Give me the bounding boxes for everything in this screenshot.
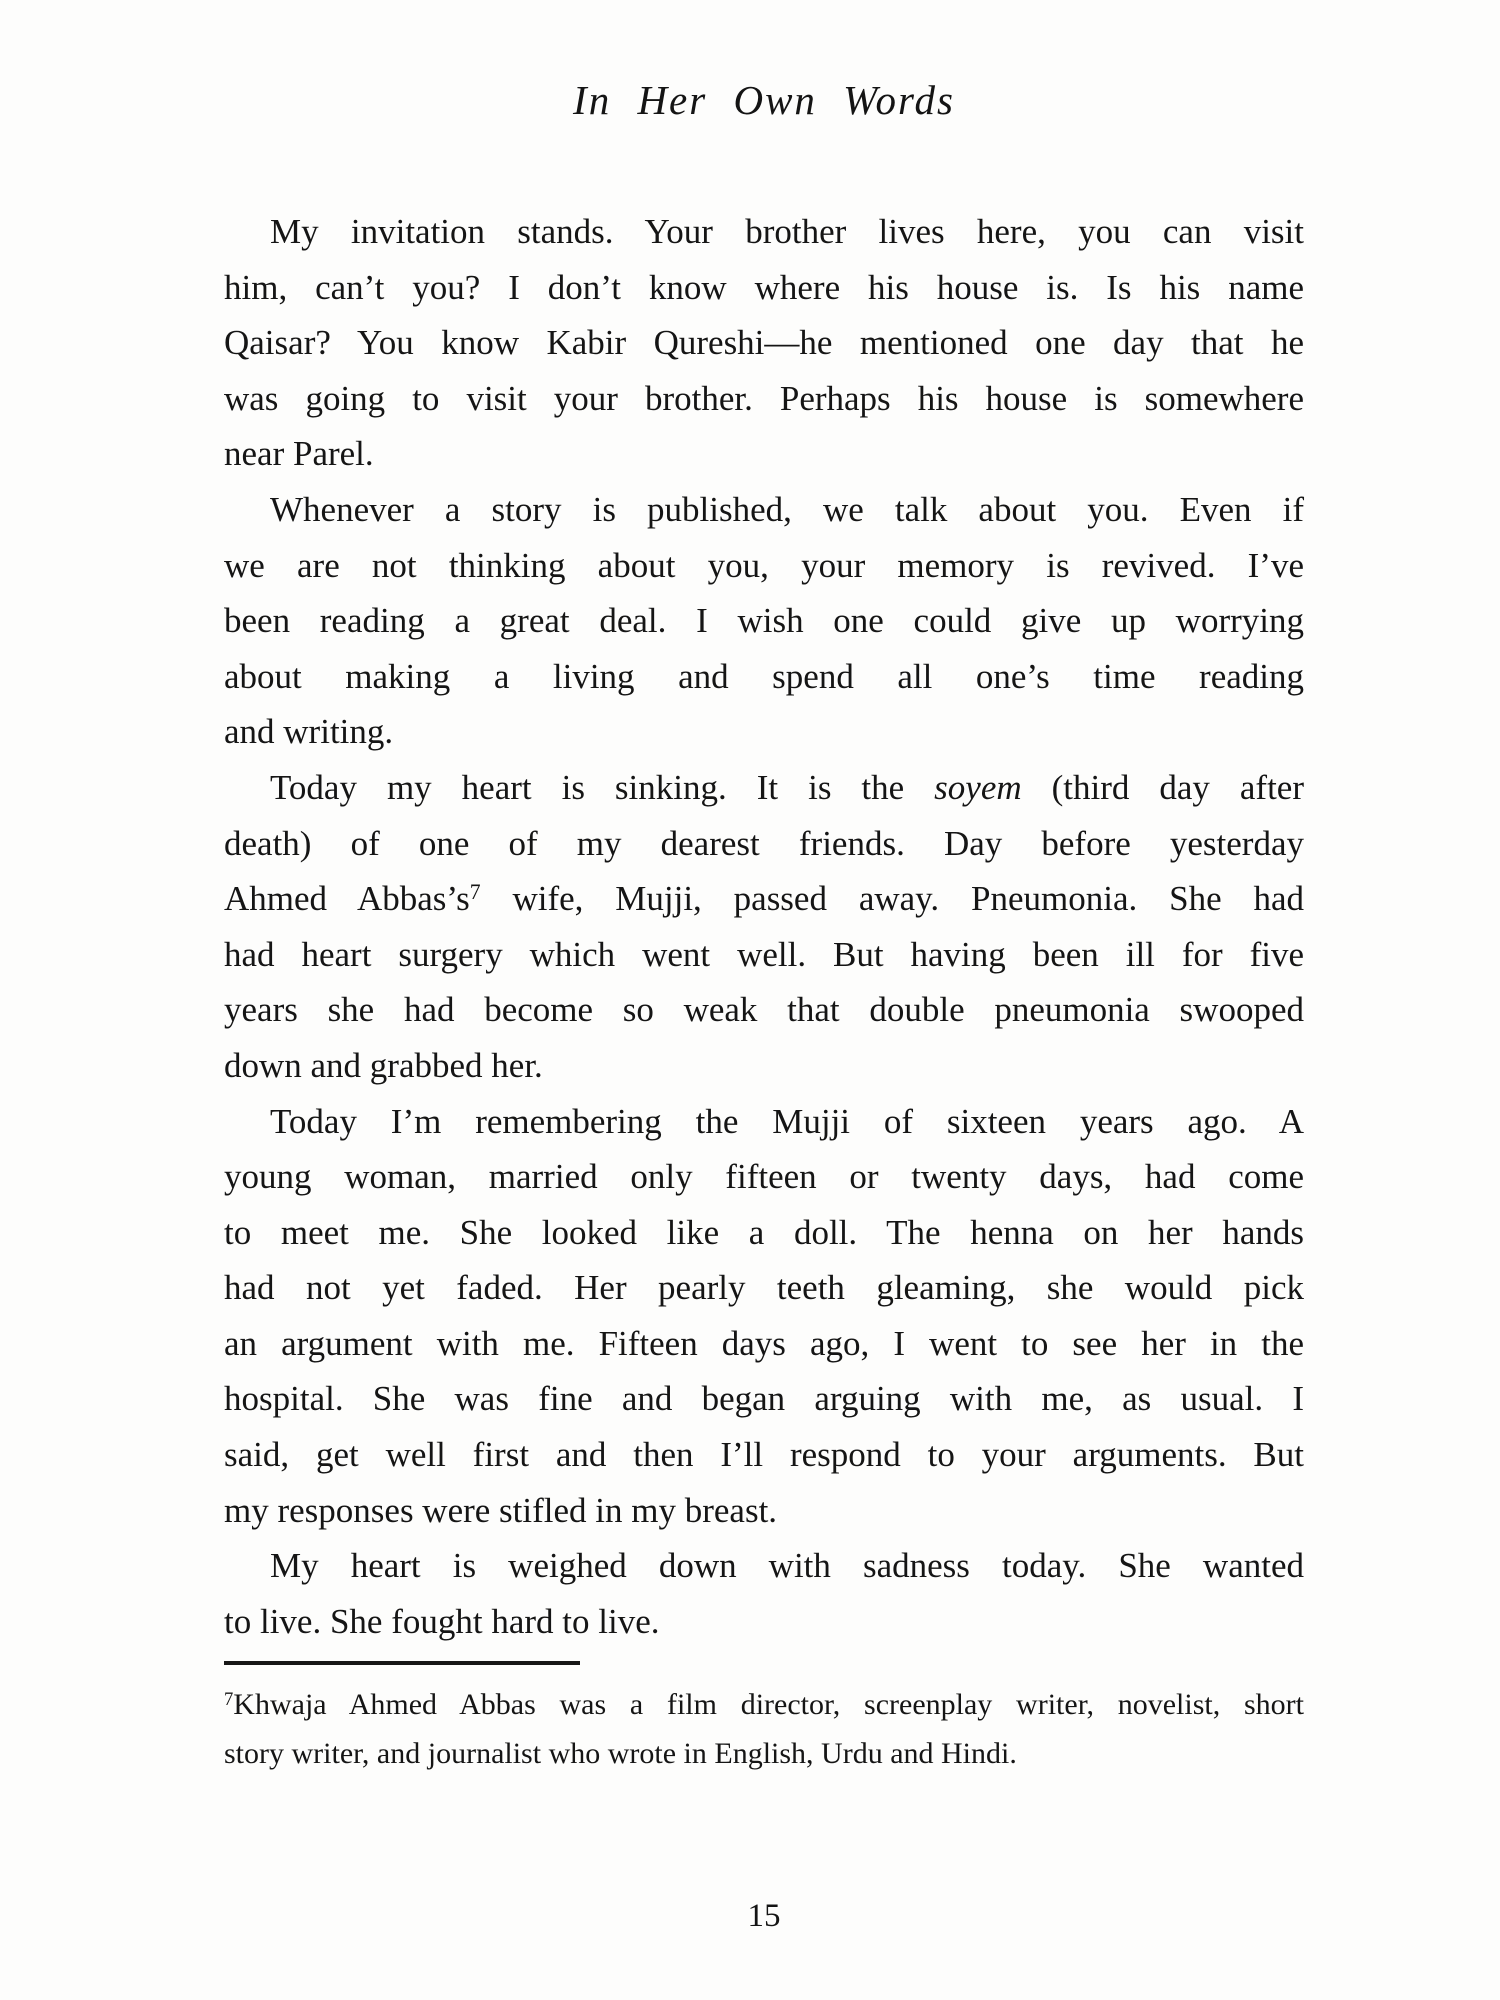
text-segment: we are not thinking about you, your memory is revived. I’ve (224, 545, 1304, 585)
footnote-divider (224, 1661, 580, 1665)
text-segment: story writer, and journalist who wrote in English, Urdu and Hindi. (224, 1737, 1017, 1770)
text-line (224, 1149, 1304, 1205)
page-number: 15 (747, 1898, 781, 1934)
text-line (224, 1594, 1304, 1650)
text-segment: Whenever a story is published, we talk about you. Even if (270, 489, 1304, 529)
text-segment: and writing. (224, 712, 394, 752)
paragraph (224, 760, 1304, 1094)
text-segment: hospital. She was fine and began arguing with me, as usual. I (224, 1379, 1304, 1419)
text-line (224, 927, 1304, 983)
text-segment: Today my heart is sinking. It is the (270, 767, 935, 807)
text-segment: down and grabbed her. (224, 1045, 543, 1085)
text-segment: said, get well first and then I’ll respond to your arguments. But (224, 1435, 1304, 1475)
text-segment: death) of one of my dearest friends. Day before yesterday (224, 823, 1304, 863)
paragraph (224, 1094, 1304, 1539)
text-segment: him, can’t you? I don’t know where his house is. Is his name (224, 267, 1304, 307)
text-line (224, 1038, 1304, 1094)
text-segment: Ahmed Abbas’s (224, 879, 470, 919)
text-line (224, 1205, 1304, 1261)
text-line (224, 1371, 1304, 1427)
text-line (224, 315, 1304, 371)
text-line (224, 538, 1304, 594)
text-segment: been reading a great deal. I wish one could give up worrying (224, 601, 1304, 641)
text-line (224, 1427, 1304, 1483)
text-line (224, 760, 1304, 816)
text-segment: near Parel. (224, 434, 374, 474)
paragraph (224, 482, 1304, 760)
text-segment: Today I’m remembering the Mujji of sixteen years ago. A (270, 1101, 1304, 1141)
text-line (224, 593, 1304, 649)
text-segment: my responses were stifled in my breast. (224, 1490, 778, 1530)
body-text (224, 204, 1304, 1649)
text-line (224, 1729, 1304, 1778)
text-segment: My invitation stands. Your brother lives here, you can visit (270, 212, 1304, 251)
text-line (224, 260, 1304, 316)
text-segment: (third day after (1021, 767, 1304, 807)
text-segment: 7 (469, 880, 481, 905)
text-segment: Khwaja Ahmed Abbas was a film director, screenplay writer, novelist, short (233, 1688, 1304, 1721)
text-line (224, 649, 1304, 705)
text-line (224, 816, 1304, 872)
text-segment: young woman, married only fifteen or twenty days, had come (224, 1157, 1304, 1197)
text-segment: wife, Mujji, passed away. Pneumonia. She had (480, 879, 1304, 919)
text-line (224, 1483, 1304, 1539)
text-segment: had not yet faded. Her pearly teeth gleaming, she would pick (224, 1268, 1304, 1308)
text-line (224, 1260, 1304, 1316)
text-segment: about making a living and spend all one’s time reading (224, 656, 1304, 696)
text-line (224, 871, 1304, 927)
text-segment: My heart is weighed down with sadness today. She wanted (270, 1546, 1304, 1586)
text-segment: Qaisar? You know Kabir Qureshi—he mentioned one day that he (224, 323, 1304, 363)
paragraph (224, 1538, 1304, 1649)
text-line (224, 704, 1304, 760)
text-segment: was going to visit your brother. Perhaps his house is somewhere (224, 378, 1304, 418)
text-segment: 7 (224, 1688, 234, 1710)
text-line (224, 1094, 1304, 1150)
text-line (224, 1680, 1304, 1729)
text-segment: had heart surgery which went well. But having been ill for five (224, 934, 1304, 974)
text-line (224, 1316, 1304, 1372)
text-line (224, 1538, 1304, 1594)
text-segment: to live. She fought hard to live. (224, 1601, 660, 1641)
text-line (224, 426, 1304, 482)
text-line (224, 982, 1304, 1038)
text-segment: years she had become so weak that double pneumonia swooped (224, 990, 1304, 1030)
text-segment: soyem (934, 767, 1022, 807)
text-line (224, 482, 1304, 538)
paragraph (224, 204, 1304, 482)
footnote (224, 1680, 1304, 1778)
text-line (224, 371, 1304, 427)
text-segment: an argument with me. Fifteen days ago, I went to see her in the (224, 1323, 1304, 1363)
page-title: In Her Own Words (573, 77, 955, 123)
text-segment: to meet me. She looked like a doll. The henna on her hands (224, 1212, 1304, 1252)
text-line (224, 204, 1304, 260)
